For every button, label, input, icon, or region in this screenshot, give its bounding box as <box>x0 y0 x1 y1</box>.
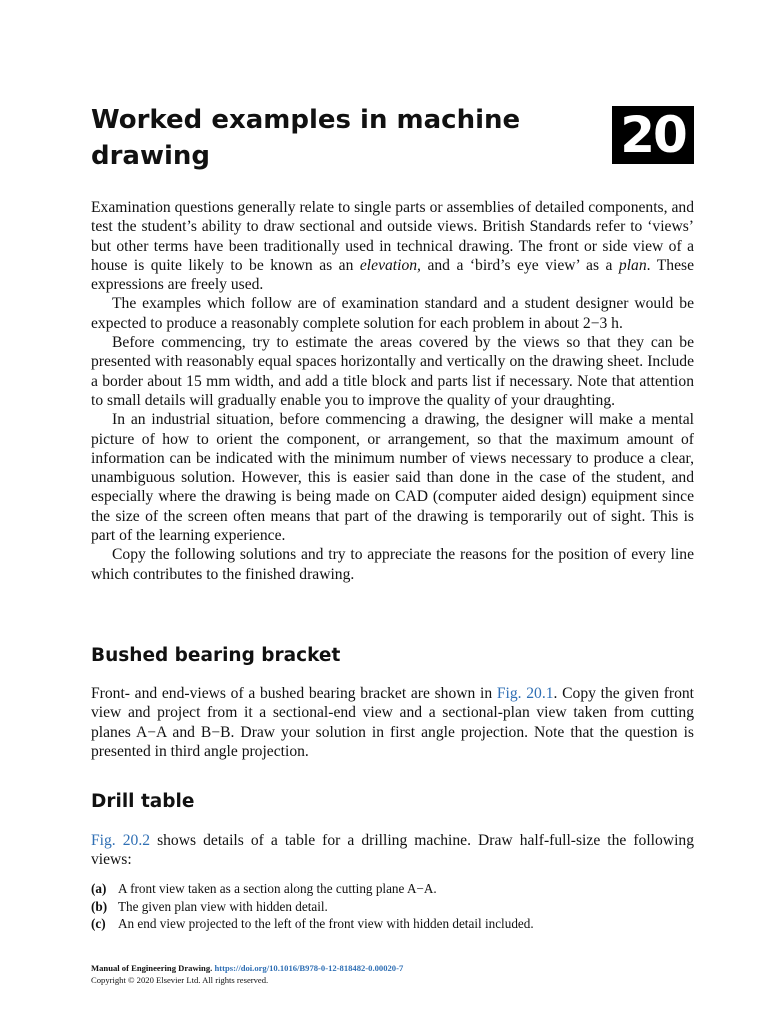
list-item-label: (b) <box>91 898 108 914</box>
section-bushed-bearing-bracket-body <box>91 684 694 761</box>
figure-link-20-1[interactable]: Fig. 20.1 <box>496 685 554 702</box>
section-bushed-bearing-bracket <box>91 644 694 668</box>
list-item-text: A front view taken as a section along the cutting plane A−A. <box>118 881 437 896</box>
intro-paragraph-3: Before commencing, try to estimate the areas covered by the views so that they can be presented with reasonably equal spaces horizontally and vertically on the drawing sheet. Include a border about 15 mm width, and add a title block and parts list if necessary. Note that attention to small details will gradually enable you to improve the quality of your draughting. <box>91 334 694 409</box>
intro-paragraph-2: The examples which follow are of examination standard and a student designer would be expected to produce a reasonably complete solution for each problem in about 2−3 h. <box>91 295 694 332</box>
list-item <box>91 880 694 898</box>
list-item-text: An end view projected to the left of the front view with hidden detail included. <box>118 916 534 931</box>
drill-table-paragraph <box>91 831 694 870</box>
bushed-bearing-text-b: . Copy the given front view and project from it a sectional-end view and a sectional-plan view taken from cutting planes A−A and B−B. Draw your solution in first angle projection. Note that the question is presented in third angle projection. <box>91 685 695 760</box>
intro-p1-emphasis-elevation: elevation, <box>359 256 421 274</box>
intro-paragraph-1 <box>91 198 694 294</box>
section-heading-bushed-bearing-bracket: Bushed bearing bracket <box>91 645 341 666</box>
bushed-bearing-text-a: Front- and end-views of a bushed bearing bracket are shown in <box>91 685 497 702</box>
intro-p1-part-c: . These expressions are freely used. <box>91 256 694 294</box>
chapter-title-line2: drawing <box>91 141 211 171</box>
section-drill-table-body <box>91 831 694 870</box>
section-drill-table <box>91 790 694 814</box>
footer-book-title: Manual of Engineering Drawing. <box>91 963 213 973</box>
intro-paragraph-5: Copy the following solutions and try to appreciate the reasons for the position of every line which contributes to the finished drawing. <box>91 546 694 583</box>
intro-p1-emphasis-plan: plan <box>618 256 647 274</box>
section-heading-drill-table: Drill table <box>91 791 195 812</box>
footer-copyright: Copyright © 2020 Elsevier Ltd. All rights reserved. <box>91 975 269 985</box>
intro-p1-part-a: Examination questions generally relate to single parts or assemblies of detailed components, and test the student’s ability to draw sectional and outside views. British Standards refer to ‘views’ but other terms have been traditionally used in technical drawing. The front or side view of a house is quite likely to be known as an <box>91 199 694 274</box>
list-item-label: (a) <box>91 881 107 896</box>
intro-p1-part-b: and a ‘bird’s eye view’ as a <box>420 256 619 274</box>
footer-citation <box>91 962 694 974</box>
bushed-bearing-paragraph <box>91 684 694 761</box>
chapter-header <box>91 102 694 182</box>
intro-paragraph-4: In an industrial situation, before commencing a drawing, the designer will make a mental picture of how to orient the component, or arrangement, so that the maximum amount of information can be indicated with the minimum number of views necessary to produce a clear, unambiguous solution. However, this is easier said than done in the case of the student, and especially where the drawing is being made on CAD (computer aided design) equipment since the size of the screen often means that part of the drawing is temporarily out of sight. This is part of the learning experience. <box>91 411 694 545</box>
list-item-text: The given plan view with hidden detail. <box>118 898 328 914</box>
chapter-title-line1: Worked examples in machine <box>91 105 521 135</box>
list-item <box>91 915 694 933</box>
footer-doi-link[interactable]: https://doi.org/10.1016/B978-0-12-818482-0.00020-7 <box>214 963 404 973</box>
drill-table-text: shows details of a table for a drilling machine. Draw half-full-size the following views: <box>91 832 694 869</box>
chapter-number-badge: 20 <box>612 106 694 164</box>
figure-link-20-2[interactable]: Fig. 20.2 <box>91 832 151 849</box>
chapter-title <box>91 102 561 174</box>
drill-table-view-list <box>91 880 694 933</box>
list-item <box>91 898 694 916</box>
page-footer <box>91 962 694 986</box>
intro-section <box>91 198 694 584</box>
list-item-label: (c) <box>91 916 106 931</box>
